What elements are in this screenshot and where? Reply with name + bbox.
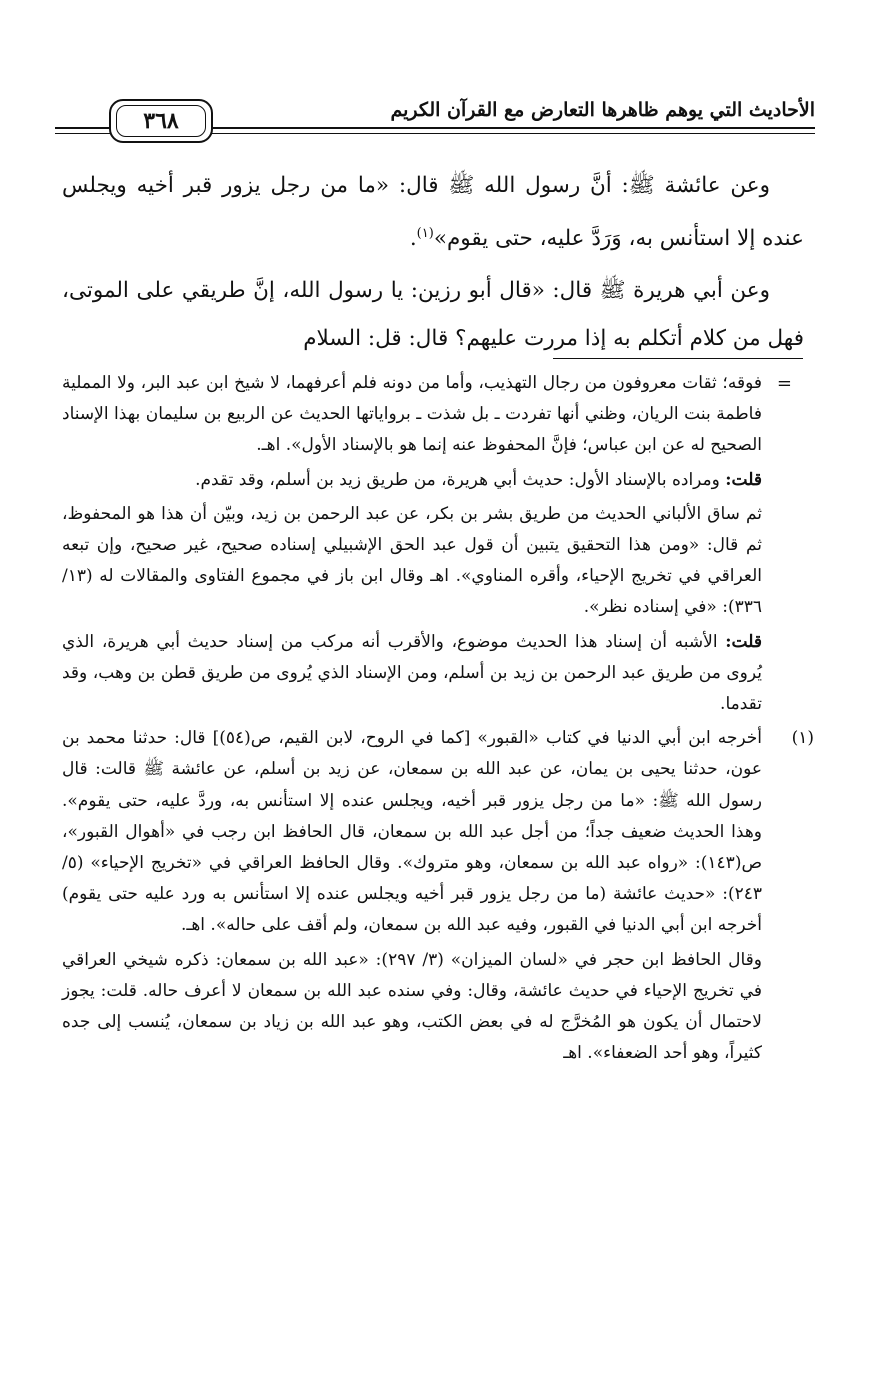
footnote-comment-1 [62,465,762,496]
paragraph-1-end: . [409,226,417,252]
footnote-ref-1: (١) [416,226,434,241]
page-header [55,97,815,145]
comment-label: قلت: [725,469,762,490]
footnote-1-continuation: وقال الحافظ ابن حجر في «لسان الميزان» (٣/ ٢٩٧): «عبد الله بن سمعان: ذكره شيخي العراقي في تخريج الإحياء في حديث عائشة، وقال: وفي سنده عبد الله بن سمعان لا أعرف حاله. قلت: يجوز لاحتمال أن يكون هو المُخرَّج له في بعض الكتب، وهو عبد الله بن زياد بن سمعان، يُنسب إلى جده كثيراً، وهو أحد الضعفاء». اهـ [62,949,762,1064]
comment-text: ومراده بالإسناد الأول: حديث أبي هريرة، من طريق زيد بن أسلم، وقد تقدم. [195,469,726,490]
paragraph-1-text: وعن عائشة ﷺ: أنَّ رسول الله ﷺ قال: «ما من رجل يزور قبر أخيه ويجلس عنده إلا استأنس به، وَرَدَّ عليه، حتى يقوم» [62,173,804,252]
footnote-number: (١) [791,728,814,749]
comment-text: الأشبه أن إسناد هذا الحديث موضوع، والأقرب أنه مركب من إسناد حديث أبي هريرة، الذي يُروى من طريق عبد الرحمن بن زيد بن أسلم، ومن الإسناد الذي يُروى من طريق قطن بن وهب، وقد تقدما. [62,631,762,715]
footnote-1 [62,723,814,941]
footnote-comment-2: ثم ساق الألباني الحديث من طريق بشر بن بكر، عن عبد الرحمن بن زيد، وبيّن أن هذا هو المحفوظ، ثم قال: «ومن هذا التحقيق يتبين أن قول عبد الحق الإشبيلي إسناده صحيح، غير صحيح، وإن تبعه العراقي في تخريج الإحياء، وأقره المناوي». اهـ وقال ابن باز في مجموع الفتاوى والمقالات له (١٣/ ٣٣٦): «في إسناده نظر». [62,503,762,618]
main-paragraph-2: وعن أبي هريرة ﷺ قال: «قال أبو رزين: يا رسول الله، إنَّ طريقي على الموتى، فهل من كلام أتكلم به إذا مررت عليهم؟ قال: قل: السلام [62,278,804,352]
main-text [62,162,804,367]
footnote-continuation [62,368,792,462]
continuation-text: فوقه؛ ثقات معروفون من رجال التهذيب، وأما من دونه فلم أعرفهما، لا شيخ ابن عبد البر، ولا المملية فاطمة بنت الريان، وظني أنها تفردت ـ بل شذت ـ برواياتها الحديث عن الربيع بن سليمان بهذا الإسناد الصحيح له عن ابن عباس؛ فإنَّ المحفوظ عنه إنما هو بالإسناد الأول». اهـ. [62,373,762,456]
footnotes [62,368,814,1072]
page-number: ٣٦٨ [116,105,206,137]
main-paragraph-1 [62,162,804,263]
footnote-divider [553,358,803,359]
continuation-mark: = [776,373,792,394]
page-number-frame [109,99,213,143]
footnote-comment-3 [62,627,762,721]
footnote-1-text: أخرجه ابن أبي الدنيا في كتاب «القبور» [كما في الروح، لابن القيم، ص(٥٤)] قال: حدثنا محمد بن عون، حدثنا يحيى بن يمان، عن عبد الله بن سمعان، عن زيد بن أسلم، عن عائشة ﷺ قالت: قال رسول الله ﷺ: «ما من رجل يزور قبر أخيه، ويجلس عنده إلا استأنس به، وردَّ عليه، حتى يقوم». وهذا الحديث ضعيف جداً؛ من أجل عبد الله بن سمعان، قال الحافظ ابن رجب في «أهوال القبور»، ص(١٤٣): «رواه عبد الله بن سمعان، وهو متروك». وقال الحافظ العراقي في «تخريج الإحياء» (٥/ ٢٤٣): «حديث عائشة (ما من رجل يزور قبر أخيه ويجلس عنده إلا استأنس به ورد عليه حتى يقوم) أخرجه ابن أبي الدنيا في القبور، وفيه عبد الله بن سمعان، ولم أقف على حاله». اهـ. [62,728,762,936]
comment-label: قلت: [725,631,762,652]
running-title: الأحاديث التي يوهم ظاهرها التعارض مع القرآن الكريم [390,99,815,121]
